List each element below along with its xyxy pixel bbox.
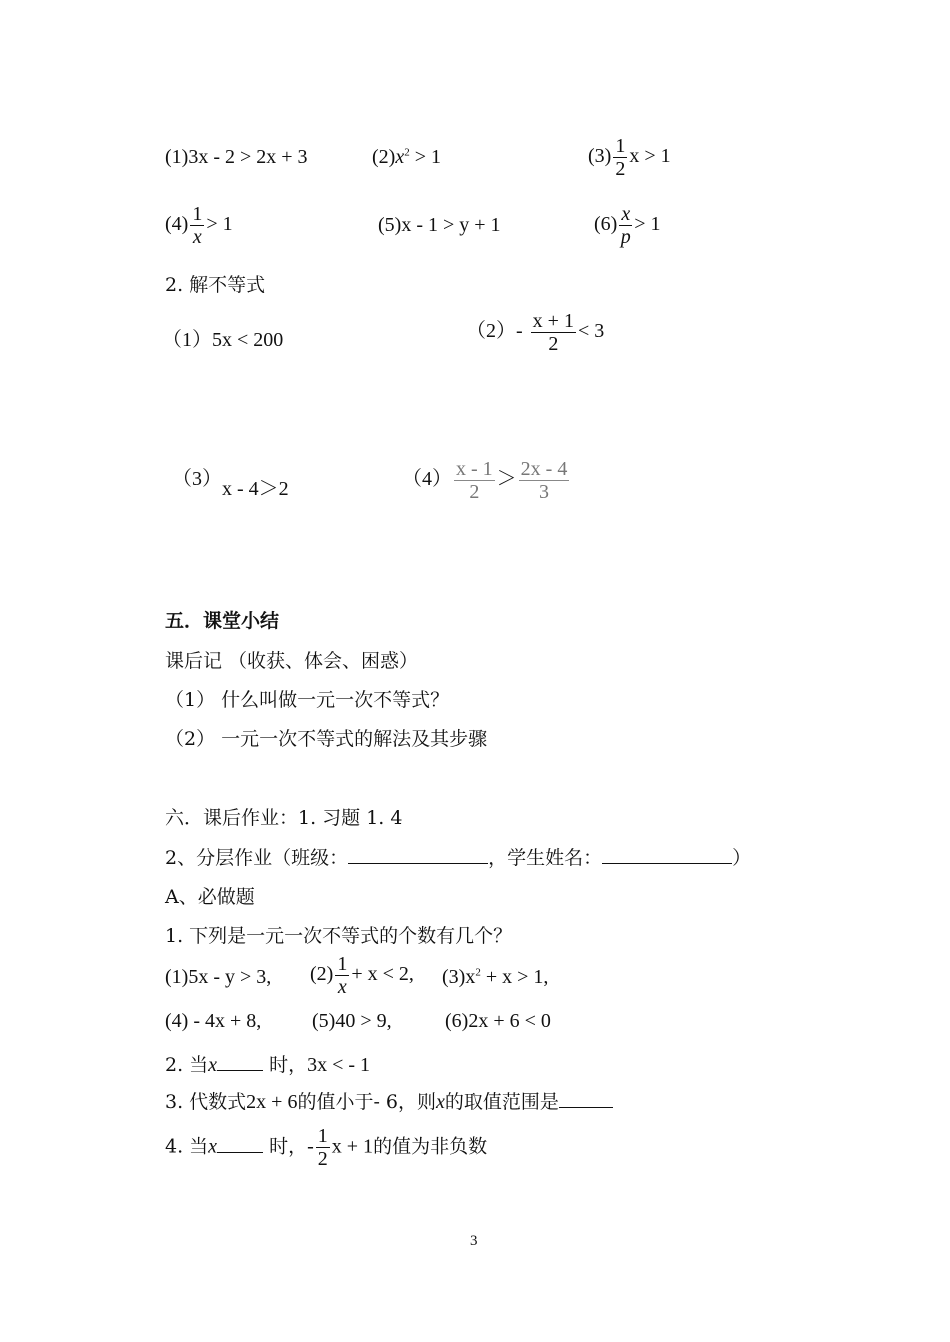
student-name-blank[interactable] [602,845,732,864]
homework-question-1: 1. 下列是一元一次不等式的个数有几个？ [165,925,513,947]
hw1-item-f: (6)2x + 6 < 0 [445,1010,551,1032]
q1-item-1: (1)3x - 2 > 2x + 3 [165,146,308,168]
q1-item-6: (6) $\frac{x}{p}$ > 1 [594,203,661,248]
summary-question-1: （1） 什么叫做一元一次不等式？ [165,689,450,711]
homework-question-2: 2. 当x 时，3x < - 1 [165,1054,371,1076]
homework-question-3: 3. 代数式2x + 6的值小于- 6，则x的取值范围是 [165,1087,613,1114]
hw1-item-d: (4) - 4x + 8, [165,1010,262,1032]
page-number: 3 [470,1233,478,1249]
homework-question-4: 4. 当x 时，- $\frac{1}{2}$ x + 1的值为非负数 [165,1125,488,1170]
section-5-heading: 五．课堂小结 [165,610,280,632]
layered-homework-line: 2、分层作业（班级： ，学生姓名： ） [165,847,752,869]
hw1-item-e: (5)40 > 9, [312,1010,392,1032]
summary-question-2: （2） 一元一次不等式的解法及其步骤 [165,728,488,750]
hw4-blank[interactable] [217,1134,263,1153]
hw3-blank[interactable] [559,1089,613,1108]
group-a-heading: A、必做题 [165,886,255,908]
after-class-note: 课后记 （收获、体会、困惑） [165,650,419,672]
q2-part-3: （3）x - 4＞2 [172,468,289,500]
hw1-item-a: (1)5x - y > 3, [165,966,272,988]
q2-part-1: （1）5x < 200 [162,329,284,351]
hw1-item-c: $(3)x^2 + x > 1$, [442,966,549,988]
q1-item-5: (5)x - 1 > y + 1 [378,214,501,236]
q1-item-4: (4) $\frac{1}{x}$ > 1 [165,203,233,248]
hw1-item-b: (2) $\frac{1}{x}$ + x < 2, [310,953,414,998]
class-blank[interactable] [348,845,488,864]
q1-item-2: $(2)x^2 > 1$ [372,146,441,168]
section-6-heading: 六．课后作业：1. 习题 1. 4 [165,807,403,829]
q2-title: 2. 解不等式 [165,274,266,296]
q2-part-2: （2）- $\frac{x + 1}{2}$ < 3 [466,310,605,355]
hw2-blank[interactable] [217,1052,263,1071]
q1-item-3: (3) $\frac{1}{2}$ x > 1 [588,135,671,180]
q2-part-4: （4） $\frac{x - 1}{2}$ ＞ $\frac{2x - 4}{3}$ [402,458,568,503]
